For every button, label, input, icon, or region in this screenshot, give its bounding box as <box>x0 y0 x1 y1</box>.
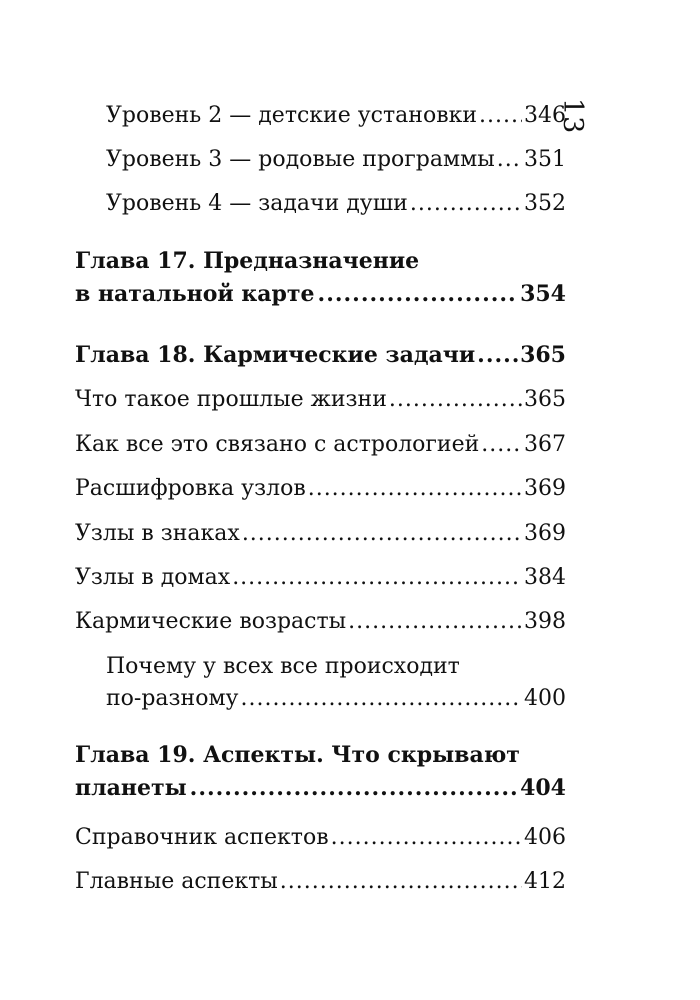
toc-entry[interactable] <box>106 103 566 129</box>
dot-leader <box>389 387 522 413</box>
dot-leader <box>479 103 522 129</box>
toc-entry[interactable] <box>75 565 566 591</box>
dot-leader <box>410 191 522 217</box>
chapter-title-line2: планеты <box>75 775 187 801</box>
toc-entry-title: Расшифровка узлов <box>75 476 306 501</box>
toc-entry-page: 369 <box>524 521 566 546</box>
chapter-18-entry[interactable] <box>75 342 566 368</box>
toc-entry[interactable] <box>106 191 566 217</box>
dot-leader <box>481 432 522 458</box>
chapter-title-line1: Глава 19. Аспекты. Что скрывают <box>75 742 520 768</box>
toc-entry-page: 352 <box>524 191 566 216</box>
page-number: 13 <box>557 98 588 135</box>
toc-entry-page: 365 <box>524 387 566 412</box>
toc-entry-title: Кармические возрасты <box>75 609 347 634</box>
toc-entry-title-line1: Почему у всех все происходит <box>106 654 460 679</box>
chapter-17-entry[interactable] <box>75 248 566 307</box>
toc-entry-page: 369 <box>524 476 566 501</box>
toc-entry[interactable] <box>75 476 566 502</box>
toc-entry-title: Уровень 4 — задачи души <box>106 191 408 216</box>
toc-entry-title: Что такое прошлые жизни <box>75 387 387 412</box>
toc-entry[interactable] <box>75 387 566 413</box>
toc-entry[interactable] <box>75 869 566 895</box>
dot-leader <box>348 609 522 635</box>
toc-entry[interactable] <box>75 521 566 547</box>
chapter-title: Глава 18. Кармические задачи <box>75 342 476 368</box>
toc-entry-title: Узлы в домах <box>75 565 231 590</box>
dot-leader <box>280 869 522 895</box>
toc-entry-title: Узлы в знаках <box>75 521 240 546</box>
toc-entry-page: 406 <box>524 825 566 850</box>
chapter-19-entry[interactable] <box>75 742 566 801</box>
toc-entry-page: 412 <box>524 869 566 894</box>
chapter-page: 365 <box>520 342 566 368</box>
toc-entry-page: 400 <box>524 686 566 711</box>
dot-leader <box>190 775 517 801</box>
toc-entry-page: 367 <box>524 432 566 457</box>
toc-entry-title: Как все это связано с астрологией <box>75 432 480 457</box>
dot-leader <box>241 686 522 712</box>
toc-entry[interactable] <box>75 825 566 851</box>
toc-entry[interactable] <box>75 609 566 635</box>
toc-entry-page: 351 <box>524 147 566 172</box>
toc-entry-title: Уровень 3 — родовые программы <box>106 147 495 172</box>
chapter-title-line1: Глава 17. Предназначение <box>75 248 420 274</box>
dot-leader <box>308 476 522 502</box>
toc-entry-title-line2: по-разному <box>106 686 239 711</box>
dot-leader <box>497 147 522 173</box>
toc-entry[interactable] <box>106 147 566 173</box>
toc-entry-title-line2-row <box>106 686 566 712</box>
chapter-page: 404 <box>520 775 566 801</box>
toc-entry-title: Уровень 2 — детские установки <box>106 103 477 128</box>
dot-leader <box>318 281 518 307</box>
toc-entry-page: 384 <box>524 565 566 590</box>
dot-leader <box>331 825 522 851</box>
toc-entry-page: 398 <box>524 609 566 634</box>
dot-leader <box>242 521 522 547</box>
chapter-title-line2-row <box>75 775 566 801</box>
dot-leader <box>232 565 522 591</box>
toc-entry-page: 346 <box>524 103 566 128</box>
chapter-page: 354 <box>520 281 566 307</box>
toc-entry-title: Справочник аспектов <box>75 825 329 850</box>
dot-leader <box>477 342 518 368</box>
toc-sub-entry[interactable] <box>106 654 566 712</box>
chapter-title-line2-row <box>75 281 566 307</box>
toc-entry-title: Главные аспекты <box>75 869 278 894</box>
toc-entry[interactable] <box>75 432 566 458</box>
chapter-title-line2: в натальной карте <box>75 281 315 307</box>
